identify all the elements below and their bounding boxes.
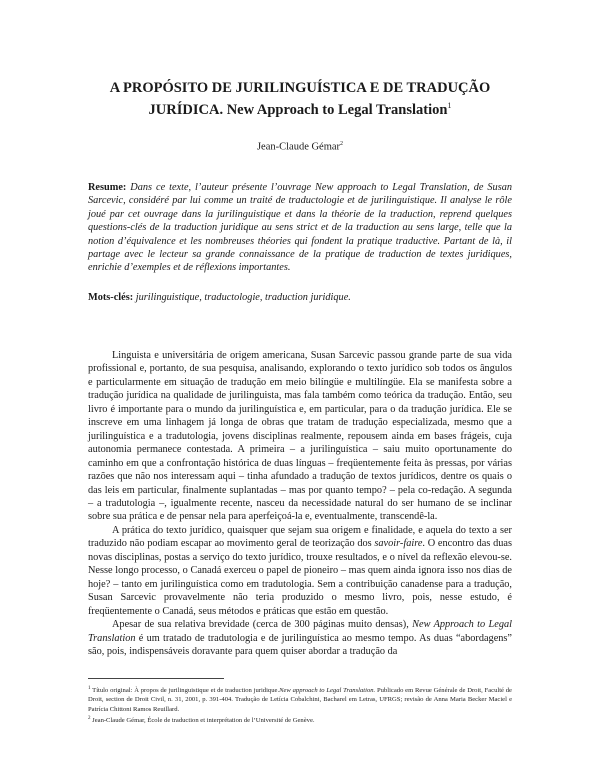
title-line-1: A PROPÓSITO DE JURILINGUÍSTICA E DE TRADUÇÃO (109, 80, 491, 96)
footnote-1 (88, 684, 512, 714)
footnote-1-text-a: Título original: À propos de jurilinguistique et de traduction juridique. (90, 687, 280, 695)
p2-text-a: A prática do texto jurídico, quaisquer que sejam sua origem e finalidade, e aquela do texto a ser traduzido não podiam escapar ao movimento geral de teorização dos (88, 524, 512, 550)
abstract-label: Resume: (88, 182, 127, 193)
abstract (88, 181, 512, 275)
p2-italic: savoir-faire (374, 538, 423, 550)
author-name (0, 141, 600, 153)
author-footnote-mark[interactable]: 2 (340, 141, 344, 147)
footnote-1-text-b: Publicado em Revue Générale de Droit, Faculté de Droit, section de Droit Civil, n. 31, 2001, p. 391-404. Tradução de Letícia Cobalchini, Bacharel em Letras, UFRGS; revisão de Anna Maria Becker Maciel e Patrícia Chittoni Ramos Reuillard. (88, 687, 512, 713)
title-footnote-mark[interactable]: 1 (447, 101, 452, 110)
body-text (88, 349, 512, 658)
footnotes (88, 684, 512, 725)
title-line-2-text: JURÍDICA. New Approach to Legal Translation (148, 101, 448, 118)
body-paragraph-1: Linguista e universitária de origem americana, Susan Sarcevic passou grande parte de sua vida profissional e, portanto, de sua pesquisa, analisando, explorando o texto jurídico sob todos os ângulos e particularmente em situação de tradução em meio bilíngüe e multilíngüe. Ela se manifesta sobre a tradução jurídica na qualidade de jurilinguista, mas fala também como teórica da tradução. Então, seu livro é importante para o mundo da jurilinguística e, em particular, para o da tradução jurídica. Ele se inscreve em uma linhagem já longa de obras que tratam de tradução especializada, mesmo que a jurilinguística e a tradutologia, jovens disciplinas realmente, repousem ainda em bases frágeis, cuja autonomia permanece contestada. A primeira – a jurilinguística – saiu muito oportunamente do caminho em que a confrontação histórica de duas línguas – freqüentemente feita às pressas, por várias razões que não nos interessam aqui – tinha afundado a tradução de textos jurídicos, dentre os quais o das leis em particular, finalmente suplantadas – mas por quanto tempo? – pela co-redação. A segunda – a tradutologia –, igualmente recente, nasceu da necessidade natural do ser humano de se inclinar sobre sua prática e de pensar nela para aperfeiçoá-la e, eventualmente, transcendê-la. (88, 350, 512, 523)
p2-text-b: . O encontro das duas novas disciplinas, postas a serviço do texto jurídico, trouxe resultados, e o nível da reflexão elevou-se. Nesse longo processo, o Canadá exerceu o papel de pioneiro – mas quem ainda ignora isso nos dias de hoje? – tanto em jurilinguística como em tradutologia. Sem a contribuição canadense para a tradução, Susan Sarcevic provavelmente não teria produzido o mesmo livro, pois, nesse estudo, é freqüentemente o Canadá, seus métodos e práticas que estão em questão. (88, 538, 512, 617)
p3-italic: New Approach to Legal Translation (88, 619, 512, 644)
keywords-label: Mots-clés: (88, 292, 134, 303)
footnote-divider (88, 678, 224, 679)
footnote-2 (88, 714, 512, 725)
footnote-1-italic: New approach to Legal Translation. (279, 687, 376, 695)
body-paragraph-3 (88, 618, 512, 658)
abstract-text: Dans ce texte, l’auteur présente l’ouvrage New approach to Legal Translation, de Susan Sarcevic, considéré par lui comme un traité de traductologie et de jurilinguistique. Il analyse le rôle joué par cet ouvrage dans la jurilinguistique et dans la théorie de la traduction, reprend quelques questions-clés de la traduction juridique au sens strict et de la traduction au sens large, telle que la notion d’équivalence et les nombreuses théories qui fondent la pratique traductive. Partant de là, il partage avec le lecteur sa grande connaissance de la pratique de traduction de textes juridiques, enrichie d’exemples et de réflexions importantes. (88, 182, 512, 274)
footnote-2-text: Jean-Claude Gémar, École de traduction et interprétation de l’Université de Genève. (90, 716, 315, 724)
footnote-1-mark: 1 (88, 686, 91, 691)
paper-title (80, 80, 520, 119)
author-name-text: Jean-Claude Gémar (256, 141, 341, 153)
footnote-2-mark: 2 (88, 715, 91, 721)
keywords-text: jurilinguistique, traductologie, traduction juridique. (135, 292, 351, 303)
p3-text-b: é um tratado de tradutologia e de jurilinguística ao mesmo tempo. As duas “abordagens” são, pois, indispensáveis doravante para quem quiser abordar a tradução da (88, 632, 512, 657)
title-line-2 (80, 97, 520, 119)
p3-text-a: Apesar de sua relativa brevidade (cerca de 300 páginas muito densas), (112, 619, 413, 631)
body-paragraph-2 (88, 524, 512, 618)
keywords (88, 292, 512, 303)
